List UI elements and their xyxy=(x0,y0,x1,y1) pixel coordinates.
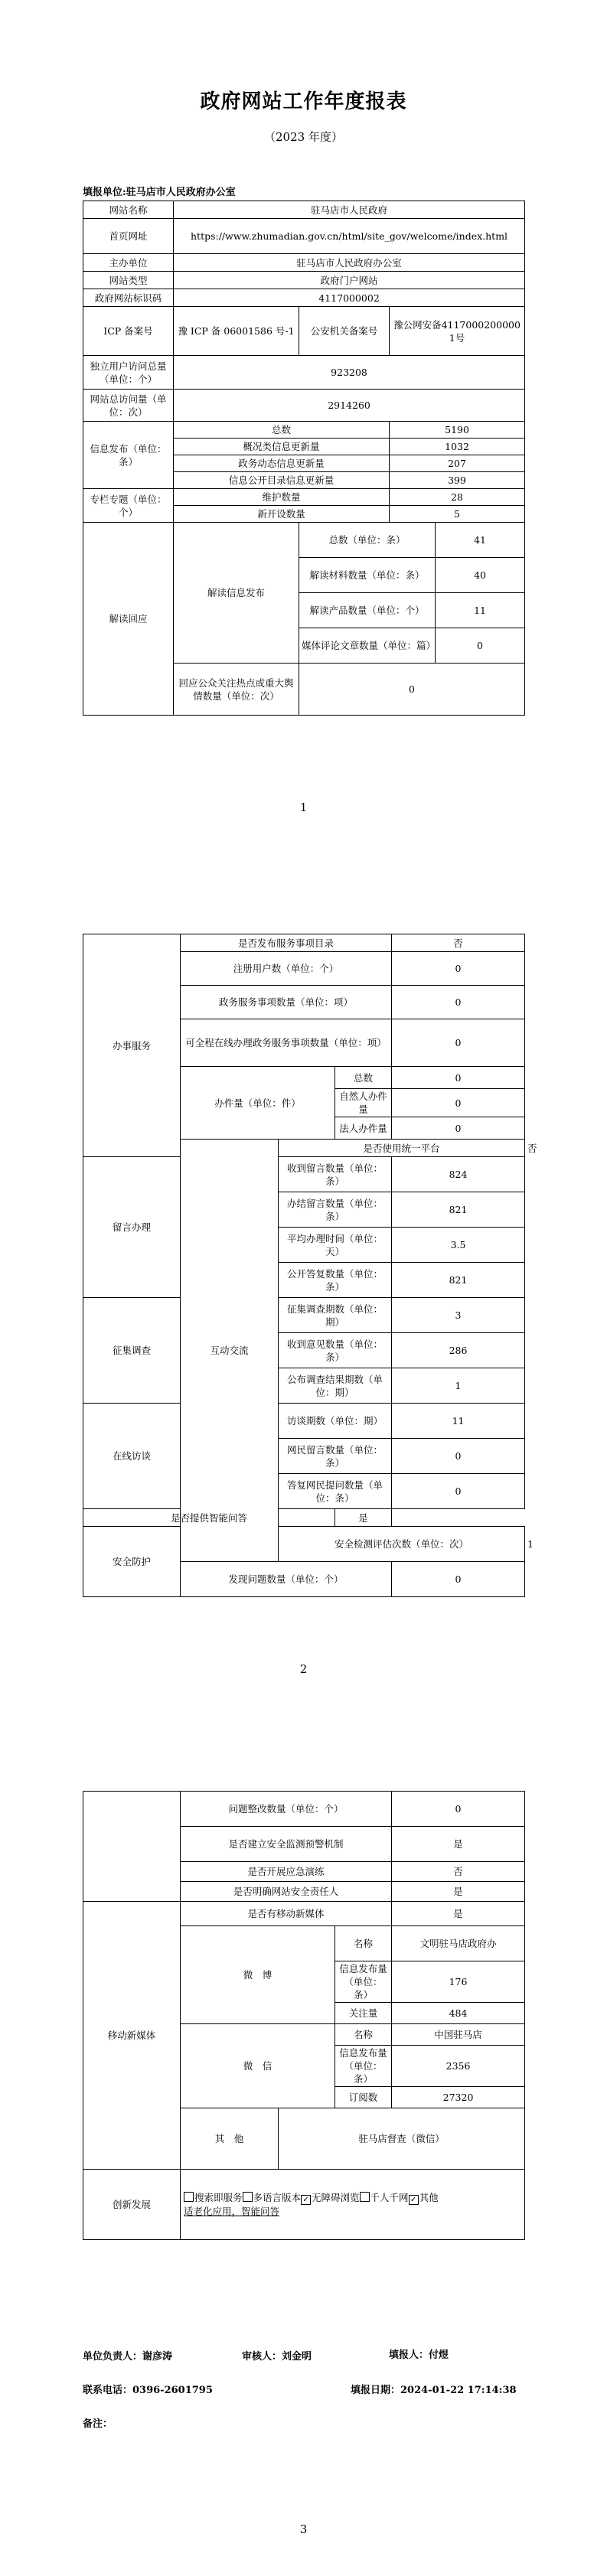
info-catalog-value: 399 xyxy=(390,472,525,489)
column-maintain-value: 28 xyxy=(390,489,525,506)
checked-box-icon[interactable]: ✓ xyxy=(301,2195,311,2205)
report-year: （2023 年度） xyxy=(264,130,343,144)
interp-label: 解读回应 xyxy=(83,523,174,716)
weibo-name-value: 文明驻马店政府办 xyxy=(392,1926,525,1961)
sec-tests-label: 安全检测评估次数（单位：次） xyxy=(279,1527,525,1562)
site-type-value: 政府门户网站 xyxy=(174,272,525,289)
collect-results-value: 1 xyxy=(392,1368,525,1404)
resp-label: 回应公众关注热点或重大舆情数量（单位：次） xyxy=(174,664,299,716)
mobile-label: 移动新媒体 xyxy=(83,1902,181,2170)
other-media-value: 驻马店督查（微信） xyxy=(279,2108,525,2170)
homepage-url[interactable]: https://www.zhumadian.gov.cn/html/site_gov/welcome/index.html xyxy=(174,219,525,254)
innovation-option[interactable] xyxy=(243,2192,302,2203)
other-media-label: 其 他 xyxy=(181,2108,279,2170)
interview-periods-label: 访谈期数（单位：期） xyxy=(279,1404,392,1439)
weibo-name-label: 名称 xyxy=(335,1926,392,1961)
filing-unit: 填报单位:驻马店市人民政府办公室 xyxy=(83,187,236,198)
svc-cases-person-value: 0 xyxy=(392,1089,525,1117)
sec-owner-label: 是否明确网站安全责任人 xyxy=(181,1882,392,1902)
site-type-label: 网站类型 xyxy=(83,272,174,289)
svc-items-value: 0 xyxy=(392,986,525,1019)
interview-answers-value: 0 xyxy=(392,1474,525,1509)
svc-cases-total-value: 0 xyxy=(392,1067,525,1089)
checkbox-icon[interactable] xyxy=(360,2192,370,2202)
innovation-label: 创新发展 xyxy=(83,2170,181,2240)
sec-issues-value: 0 xyxy=(392,1562,525,1597)
smart-qa-value: 是 xyxy=(335,1509,392,1527)
site-code-value: 4117000002 xyxy=(174,289,525,307)
column-new-value: 5 xyxy=(390,506,525,523)
sec-fixed-value: 0 xyxy=(392,1792,525,1827)
weibo-pub-value: 176 xyxy=(392,1961,525,2003)
table-page-1 xyxy=(83,201,525,716)
interp-media-label: 媒体评论文章数量（单位：篇） xyxy=(299,628,436,664)
report-title: 政府网站工作年度报表 xyxy=(200,90,407,113)
svc-users-value: 0 xyxy=(392,952,525,986)
svc-cases-legal-label: 法人办件量 xyxy=(335,1117,392,1140)
svc-users-label: 注册用户数（单位：个） xyxy=(181,952,392,986)
site-name-value: 驻马店市人民政府 xyxy=(174,201,525,219)
interp-pub-label: 解读信息发布 xyxy=(174,523,299,664)
pv-label: 网站总访问量（单位：次） xyxy=(83,390,174,422)
interp-total-label: 总数（单位：条） xyxy=(299,523,436,558)
sec-fixed-label: 问题整改数量（单位：个） xyxy=(181,1792,392,1827)
weibo-fans-value: 484 xyxy=(392,2003,525,2024)
sec-drill-value: 否 xyxy=(392,1862,525,1882)
footer-filler: 填报人：付煜 xyxy=(389,2349,449,2361)
weibo-pub-label: 信息发布量（单位：条） xyxy=(335,1961,392,2003)
svc-cases-legal-value: 0 xyxy=(392,1117,525,1140)
info-news-value: 207 xyxy=(390,455,525,472)
svc-cases-label: 办件量（单位：件） xyxy=(181,1067,335,1140)
icp-label: ICP 备案号 xyxy=(83,307,174,356)
interview-answers-label: 答复网民提问数量（单位：条） xyxy=(279,1474,392,1509)
svc-catalog-value: 否 xyxy=(392,934,525,952)
collect-opinions-value: 286 xyxy=(392,1333,525,1368)
info-overview-label: 概况类信息更新量 xyxy=(174,439,390,455)
wechat-name-label: 名称 xyxy=(335,2024,392,2046)
interview-msgs-value: 0 xyxy=(392,1439,525,1474)
innovation-option-label: 搜索即服务 xyxy=(194,2192,243,2203)
msg-public-value: 821 xyxy=(392,1263,525,1298)
host-label: 主办单位 xyxy=(83,254,174,272)
sec-issues-label: 发现问题数量（单位：个） xyxy=(181,1562,392,1597)
host-value: 驻马店市人民政府办公室 xyxy=(174,254,525,272)
column-label: 专栏专题（单位：个） xyxy=(83,489,174,523)
wechat-pub-label: 信息发布量（单位：条） xyxy=(335,2046,392,2087)
svc-cases-person-label: 自然人办件量 xyxy=(335,1089,392,1117)
icp-value: 豫 ICP 备 06001586 号-1 xyxy=(174,307,299,356)
inter-platform-label: 是否使用统一平台 xyxy=(279,1140,525,1157)
innovation-option-label: 其他 xyxy=(419,2192,439,2203)
svc-catalog-label: 是否发布服务事项目录 xyxy=(181,934,392,952)
innovation-option[interactable] xyxy=(360,2192,409,2203)
interp-material-label: 解读材料数量（单位：条） xyxy=(299,558,436,593)
msg-received-label: 收到留言数量（单位：条） xyxy=(279,1157,392,1192)
police-label: 公安机关备案号 xyxy=(299,307,390,356)
wechat-name-value: 中国驻马店 xyxy=(392,2024,525,2046)
msg-public-label: 公开答复数量（单位：条） xyxy=(279,1263,392,1298)
interview-periods-value: 11 xyxy=(392,1404,525,1439)
interview-msgs-label: 网民留言数量（单位：条） xyxy=(279,1439,392,1474)
msg-avg-label: 平均办理时间（单位：天） xyxy=(279,1228,392,1263)
collect-opinions-label: 收到意见数量（单位：条） xyxy=(279,1333,392,1368)
info-news-label: 政务动态信息更新量 xyxy=(174,455,390,472)
page-number-2: 2 xyxy=(299,1662,308,1676)
innovation-option[interactable] xyxy=(409,2192,439,2203)
homepage-label: 首页网址 xyxy=(83,219,174,254)
site-name-label: 网站名称 xyxy=(83,201,174,219)
sec-monitor-label: 是否建立安全监测预警机制 xyxy=(181,1827,392,1862)
weibo-fans-label: 关注量 xyxy=(335,2003,392,2024)
msg-done-label: 办结留言数量（单位：条） xyxy=(279,1192,392,1228)
sec-drill-label: 是否开展应急演练 xyxy=(181,1862,392,1882)
sec-owner-value: 是 xyxy=(392,1882,525,1902)
sec-monitor-value: 是 xyxy=(392,1827,525,1862)
table-page-3 xyxy=(83,1791,525,2240)
smart-qa-label: 是否提供智能问答 xyxy=(83,1509,335,1527)
innovation-option-label: 多语言版本 xyxy=(253,2192,302,2203)
column-new-label: 新开设数量 xyxy=(174,506,390,523)
innovation-option[interactable] xyxy=(184,2192,243,2203)
collect-results-label: 公布调查结果期数（单位：期） xyxy=(279,1368,392,1404)
resp-value: 0 xyxy=(299,664,525,716)
interp-product-label: 解读产品数量（单位：个） xyxy=(299,593,436,628)
wechat-subs-label: 订阅数 xyxy=(335,2087,392,2108)
wechat-subs-value: 27320 xyxy=(392,2087,525,2108)
footer-date: 填报日期：2024-01-22 17:14:38 xyxy=(351,2385,517,2396)
wechat-label: 微 信 xyxy=(181,2024,335,2108)
interp-material-value: 40 xyxy=(436,558,525,593)
weibo-label: 微 博 xyxy=(181,1926,335,2024)
collect-label: 征集调查 xyxy=(83,1298,181,1404)
interaction-label: 互动交流 xyxy=(181,1140,279,1562)
innovation-option-label: 无障碍浏览 xyxy=(312,2192,360,2203)
collect-periods-value: 3 xyxy=(392,1298,525,1333)
svc-cases-total-label: 总数 xyxy=(335,1067,392,1089)
collect-periods-label: 征集调查期数（单位：期） xyxy=(279,1298,392,1333)
checked-box-icon[interactable]: ✓ xyxy=(409,2195,419,2205)
pv-value: 2914260 xyxy=(174,390,525,422)
msg-received-value: 824 xyxy=(392,1157,525,1192)
footer-note: 备注： xyxy=(83,2418,113,2430)
info-total-value: 5190 xyxy=(390,422,525,439)
innovation-options xyxy=(181,2170,525,2240)
svc-items-label: 政务服务事项数量（单位：项） xyxy=(181,986,392,1019)
uv-label: 独立用户访问总量（单位：个） xyxy=(83,356,174,390)
site-code-label: 政府网站标识码 xyxy=(83,289,174,307)
info-label: 信息发布（单位：条） xyxy=(83,422,174,489)
mobile-has-label: 是否有移动新媒体 xyxy=(181,1902,392,1926)
msg-avg-value: 3.5 xyxy=(392,1228,525,1263)
svc-online-label: 可全程在线办理政务服务事项数量（单位：项） xyxy=(181,1019,392,1067)
wechat-pub-value: 2356 xyxy=(392,2046,525,2087)
column-maintain-label: 维护数量 xyxy=(174,489,390,506)
interview-label: 在线访谈 xyxy=(83,1404,181,1509)
footer-auditor: 审核人：刘金明 xyxy=(242,2351,312,2362)
police-value: 豫公网安备41170002000001号 xyxy=(390,307,525,356)
msg-label: 留言办理 xyxy=(83,1157,181,1298)
mobile-has-value: 是 xyxy=(392,1902,525,1926)
interp-media-value: 0 xyxy=(436,628,525,664)
security-cont-label xyxy=(83,1792,181,1902)
footer-responsible: 单位负责人：谢彦涛 xyxy=(83,2351,173,2362)
svc-online-value: 0 xyxy=(392,1019,525,1067)
footer-phone: 联系电话：0396-2601795 xyxy=(83,2385,213,2396)
page-number-1: 1 xyxy=(299,801,308,814)
service-label: 办事服务 xyxy=(83,934,181,1157)
interp-product-value: 11 xyxy=(436,593,525,628)
info-overview-value: 1032 xyxy=(390,439,525,455)
innovation-option[interactable] xyxy=(301,2192,360,2203)
msg-done-value: 821 xyxy=(392,1192,525,1228)
page-number-3: 3 xyxy=(299,2522,308,2536)
checkbox-icon[interactable] xyxy=(243,2192,253,2202)
innovation-option-label: 千人千网 xyxy=(370,2192,409,2203)
interp-total-value: 41 xyxy=(436,523,525,558)
innovation-other-text: 适老化应用，智能问答 xyxy=(184,2206,280,2217)
checkbox-icon[interactable] xyxy=(184,2192,194,2202)
table-page-2: 办事服务 是否发布服务事项目录 否 注册用户数（单位：个） 0 政务服务事项数量（单位：项） 0 可全程在线办理政务服务事项数量（单位：项） 0 办件量（单位：件） 总数 0 自然人办件量 0 法人办件量 0 互动交流 是否使用统一平台 否 留言办理 收到留言数量（单位：条） 824 办结留言数量（单位：条） 821 平均办理时间（单位：天） 3.5 公开答复数量（单位：条） 821 征集调查 征集调查期数（单位：期） 3 收到意见数量（单位：条） 286 公布调查结果期数（单位：期） 1 在线访谈 访谈期数（单位：期） 11 网民留言数量（单位：条） 0 答复网民提问数量（单位：条） 0 是否提供智能问答 是 安全防护 安全检测评估次数（单位：次） 1 发现问题数量（单位：个） 0 xyxy=(83,934,525,1597)
uv-value: 923208 xyxy=(174,356,525,390)
info-total-label: 总数 xyxy=(174,422,390,439)
info-catalog-label: 信息公开目录信息更新量 xyxy=(174,472,390,489)
security-label: 安全防护 xyxy=(83,1527,181,1597)
